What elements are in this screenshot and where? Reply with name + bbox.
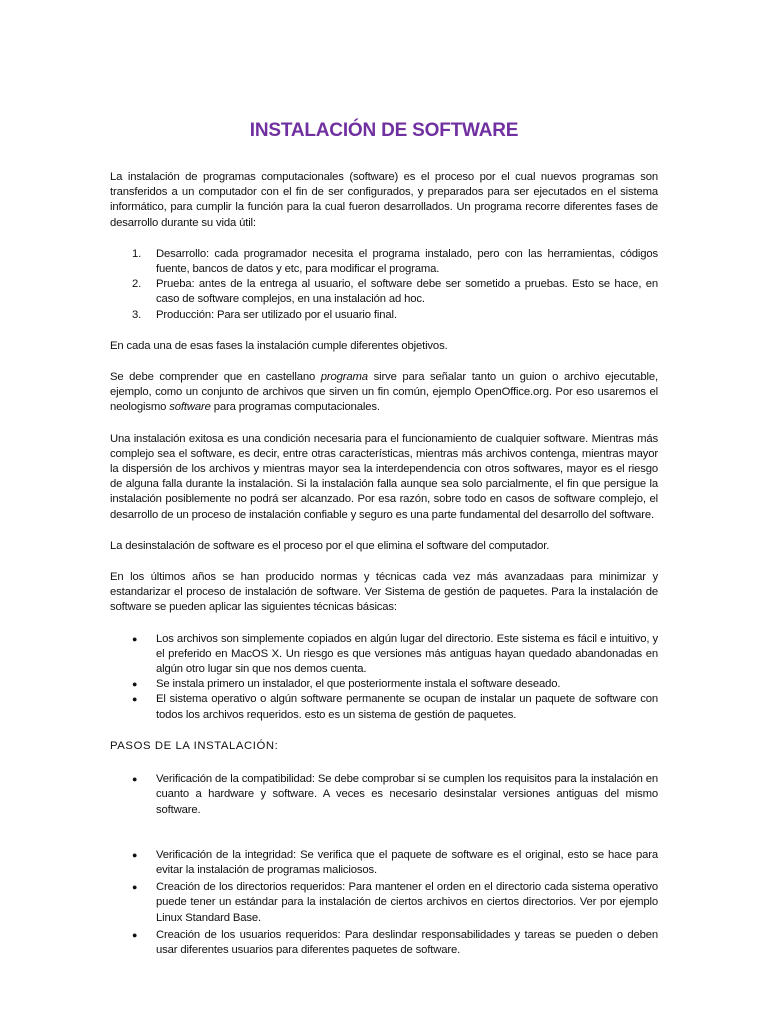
bullet-icon: ● (132, 774, 138, 785)
list-item (110, 880, 658, 926)
objectives-paragraph: En cada una de esas fases la instalación cumple diferentes objetivos. (110, 339, 448, 352)
list-item (110, 772, 658, 818)
list-item (110, 848, 658, 878)
list-item-text: Producción: Para ser utilizado por el usuario final. (156, 308, 397, 321)
list-item (110, 247, 658, 277)
emphasis-software: software (169, 401, 211, 414)
bullet-icon: ● (132, 849, 138, 860)
text-run: para programas computacionales. (210, 401, 380, 414)
success-paragraph: Una instalación exitosa es una condición necesaria para el funcionamiento de cualquier software. Mientras más complejo sea el software, es decir, entre otras características, mientras más archivos contenga, mientras mayor la dispersión de los archivos y mientras mayor sea la interdependencia con otros softwares, mayor es el riesgo de alguna falla durante la instalación. Si la instalación falla aunque sea solo parcialmente, el fin que persigue la instalación posiblemente no podrá ser alcanzado. Por esa razón, sobre todo en casos de software complejo, el desarrollo de un proceso de instalación confiable y seguro es una parte fundamental del desarrollo del software. (110, 432, 658, 521)
bullet-icon: ● (132, 679, 138, 690)
uninstall-paragraph: La desinstalación de software es el proceso por el que elimina el software del computador. (110, 539, 550, 552)
text-run: sirve para señalar tanto un guion o archivo ejecutable, ejemplo, como un conjunto de archivos que sirven un fin común, ejemplo OpenOffice.org. Por eso usaremos el neologismo (110, 371, 658, 414)
bullet-icon: ● (132, 882, 138, 893)
list-number: 1. (132, 247, 142, 260)
steps-list (110, 848, 658, 958)
list-number: 2. (132, 278, 142, 291)
program-definition-paragraph (110, 370, 658, 416)
list-item (110, 277, 658, 307)
list-item-text: Los archivos son simplemente copiados en algún lugar del directorio. Este sistema es fácil e intuitivo, y el preferido en MacOS X. Un riesgo es que versiones más antiguas hayan quedado abandonadas en algún otro lugar sin que nos demos cuenta. (156, 632, 658, 676)
intro-paragraph: La instalación de programas computacionales (software) es el proceso por el cual nuevos programas son transferidos a un computador con el fin de ser configurados, y preparados para ser ejecutados en el sistema informático, para cumplir la función para la cual fueron desarrollados. Un programa recorre diferentes fases de desarrollo durante su vida útil: (110, 171, 658, 229)
bullet-icon: ● (132, 694, 138, 705)
text-run: Se debe comprender que en castellano (110, 371, 321, 384)
list-item-text: Creación de los directorios requeridos: Para mantener el orden en el directorio cada sistema operativo puede tener un estándar para la instalación de ciertos archivos en ciertos directorios. Ver por ejemplo Linux Standard Base. (156, 881, 658, 924)
phases-list (110, 247, 658, 323)
list-item (110, 677, 658, 692)
list-item-text: Creación de los usuarios requeridos: Para deslindar responsabilidades y tareas se pueden o deben usar diferentes usuarios para diferentes paquetes de software. (156, 928, 658, 956)
list-item (110, 632, 658, 678)
steps-list-first (110, 772, 658, 818)
list-item-text: Verificación de la integridad: Se verifica que el paquete de software es el original, esto se hace para evitar la instalación de programas maliciosos. (156, 848, 658, 876)
recent-paragraph: En los últimos años se han producido normas y técnicas cada vez más avanzadaas para minimizar y estandarizar el proceso de instalación de software. Ver Sistema de gestión de paquetes. Para la instalación de software se pueden aplicar las siguientes técnicas básicas: (110, 571, 658, 614)
list-item (110, 692, 658, 722)
spacer (110, 834, 658, 848)
list-item-text: Prueba: antes de la entrega al usuario, el software debe ser sometido a pruebas. Esto se hace, en caso de software complejos, en una instalación ad hoc. (156, 278, 658, 306)
list-number: 3. (132, 308, 142, 321)
list-item (110, 308, 658, 323)
bullet-icon: ● (132, 633, 138, 644)
techniques-list (110, 632, 658, 723)
document-title: INSTALACIÓN DE SOFTWARE (249, 120, 519, 141)
steps-heading: PASOS DE LA INSTALACIÓN: (110, 739, 279, 752)
list-item-text: Verificación de la compatibilidad: Se debe comprobar si se cumplen los requisitos para la instalación en cuanto a hardware y software. A veces es necesario desinstalar versiones antiguas del mismo software. (156, 773, 658, 816)
bullet-icon: ● (132, 929, 138, 940)
list-item-text: Desarrollo: cada programador necesita el programa instalado, pero con las herramientas, códigos fuente, bancos de datos y etc, para modificar el programa. (156, 247, 658, 276)
emphasis-programa: programa (320, 371, 368, 384)
list-item (110, 928, 658, 958)
list-item-text: Se instala primero un instalador, el que posteriormente instala el software deseado. (156, 678, 561, 691)
list-item-text: El sistema operativo o algún software permanente se ocupan de instalar un paquete de software con todos los archivos requeridos. esto es un sistema de gestión de paquetes. (156, 693, 658, 721)
